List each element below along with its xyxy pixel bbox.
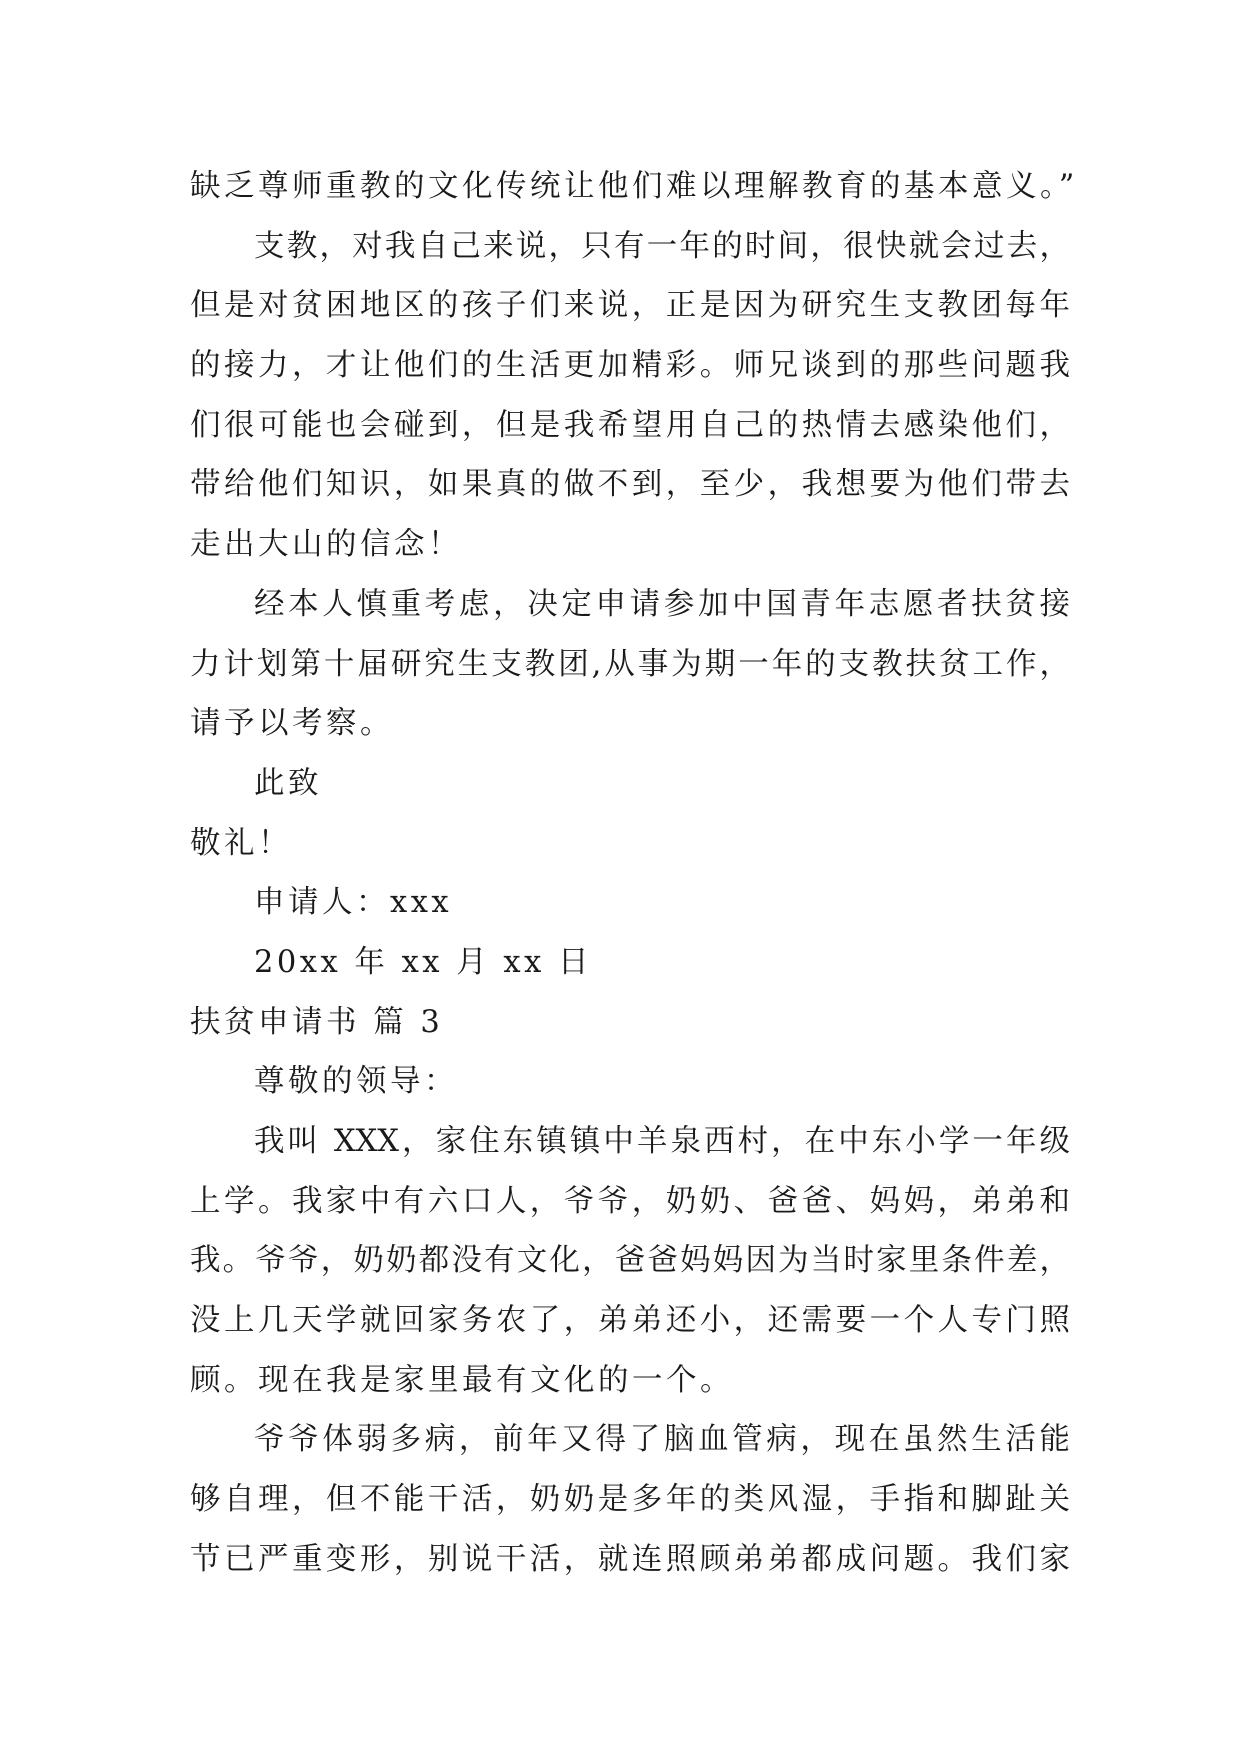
greeting-line: 尊敬的领导： [254,1064,458,1100]
text-line: 请予以考察。 [190,706,394,742]
text-line: 上学。我家中有六口人，爷爷，奶奶、爸爸、妈妈，弟弟和 [190,1183,1070,1219]
text-line: 走出大山的信念！ [190,527,462,563]
text-line: 我。爷爷，奶奶都没有文化，爸爸妈妈因为当时家里条件差， [190,1243,1070,1279]
applicant-line: 申请人：xxx [254,885,453,921]
text-line: 够自理，但不能干活，奶奶是多年的类风湿，手指和脚趾关 [190,1482,1070,1518]
paragraph-start-line: 经本人慎重考虑，决定申请参加中国青年志愿者扶贫接 [254,586,1070,622]
paragraph-start-line: 爷爷体弱多病，前年又得了脑血管病，现在虽然生活能 [254,1422,1070,1458]
text-line: 没上几天学就回家务农了，弟弟还小，还需要一个人专门照 [190,1303,1070,1339]
text-line: 缺乏尊师重教的文化传统让他们难以理解教育的基本意义。” [190,169,1078,204]
text-line: 们很可能也会碰到，但是我希望用自己的热情去感染他们， [190,407,1070,443]
text-line: 的接力，才让他们的生活更加精彩。师兄谈到的那些问题我 [190,348,1070,384]
paragraph-start-line: 支教，对我自己来说，只有一年的时间，很快就会过去， [254,228,1070,264]
text-line: 带给他们知识，如果真的做不到，至少，我想要为他们带去 [190,467,1070,503]
text-line: 但是对贫困地区的孩子们来说，正是因为研究生支教团每年 [190,288,1070,324]
salutation-line: 敬礼！ [190,825,292,861]
document-body [190,157,1078,1590]
paragraph-start-line: 我叫 XXX，家住东镇镇中羊泉西村，在中东小学一年级 [254,1124,1070,1159]
text-line: 顾。现在我是家里最有文化的一个。 [190,1362,734,1398]
section-title: 扶贫申请书 篇 3 [190,1004,444,1040]
date-line: 20xx 年 xx 月 xx 日 [254,944,592,980]
text-line: 节已严重变形，别说干活，就连照顾弟弟都成问题。我们家 [190,1541,1070,1577]
text-line: 力计划第十届研究生支教团,从事为期一年的支教扶贫工作， [190,646,1070,682]
closing-line: 此致 [254,765,322,801]
